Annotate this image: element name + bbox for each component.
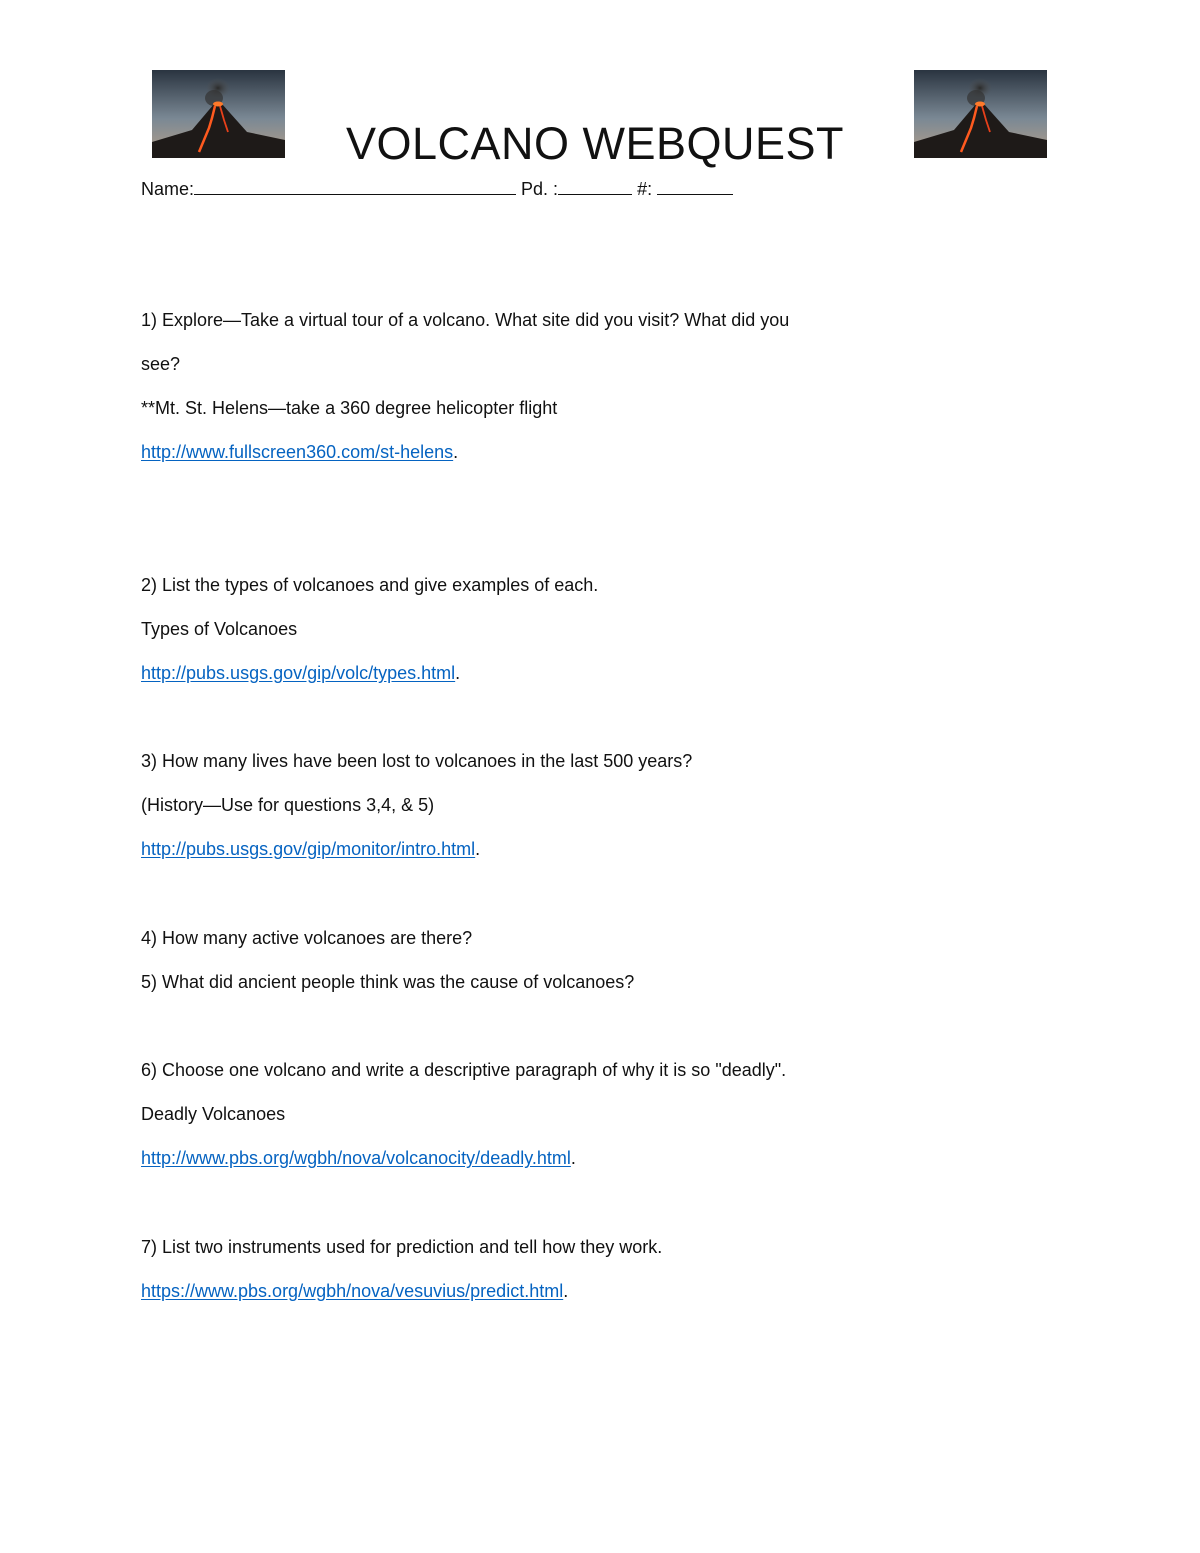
question-6-link[interactable]: http://www.pbs.org/wgbh/nova/volcanocity/deadly.html [141,1148,571,1168]
question-6-link-line [141,1146,576,1170]
question-7-text: 7) List two instruments used for prediction and tell how they work. [141,1237,663,1257]
number-field[interactable] [657,176,733,195]
question-3-link[interactable]: http://pubs.usgs.gov/gip/monitor/intro.html [141,839,476,859]
question-7-link[interactable]: https://www.pbs.org/wgbh/nova/vesuvius/predict.html [141,1281,564,1301]
period-field[interactable] [558,176,632,195]
link-period: . [570,1148,576,1168]
name-field[interactable] [194,176,516,195]
question-3-text: 3) How many lives have been lost to volcanoes in the last 500 years? [141,751,693,771]
question-3-link-line [141,837,480,861]
question-1-note: **Mt. St. Helens—take a 360 degree helicopter flight [141,398,558,418]
number-label: #: [637,179,653,199]
student-info-line [141,176,733,201]
question-1-link[interactable]: http://www.fullscreen360.com/st-helens [141,442,454,462]
question-1-link-line [141,440,458,464]
page-title: VOLCANO WEBQUEST [345,118,845,169]
question-2-link[interactable]: http://pubs.usgs.gov/gip/volc/types.html [141,663,456,683]
question-4-text: 4) How many active volcanoes are there? [141,928,473,948]
volcano-photo-left [152,70,285,158]
question-5-text: 5) What did ancient people think was the cause of volcanoes? [141,972,635,992]
period-label: Pd. : [521,179,559,199]
question-3-note: (History—Use for questions 3,4, & 5) [141,795,435,815]
question-2-note: Types of Volcanoes [141,619,298,639]
volcano-photo-right [914,70,1047,158]
question-2-text: 2) List the types of volcanoes and give examples of each. [141,575,599,595]
question-1-text-cont: see? [141,354,181,374]
question-6-note: Deadly Volcanoes [141,1104,286,1124]
question-6-text: 6) Choose one volcano and write a descriptive paragraph of why it is so "deadly". [141,1060,787,1080]
question-2-link-line [141,661,460,685]
question-7-link-line [141,1279,568,1303]
link-period: . [453,442,459,462]
link-period: . [455,663,461,683]
name-label: Name: [141,179,195,199]
question-1-text: 1) Explore—Take a virtual tour of a volcano. What site did you visit? What did you [141,310,790,330]
link-period: . [475,839,481,859]
link-period: . [563,1281,569,1301]
